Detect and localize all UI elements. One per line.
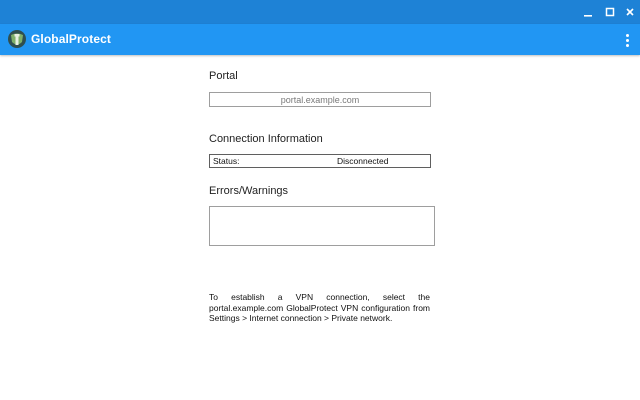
connection-info-label: Connection Information bbox=[209, 133, 323, 145]
close-button[interactable] bbox=[622, 4, 638, 20]
overflow-menu-button[interactable] bbox=[620, 30, 634, 50]
errors-warnings-box[interactable] bbox=[209, 206, 435, 246]
errors-warnings-label: Errors/Warnings bbox=[209, 185, 289, 197]
close-icon bbox=[625, 7, 635, 17]
help-text: To establish a VPN connection, select the portal.example.com GlobalProtect VPN configuration from Settings > Internet connection > Private network. bbox=[209, 292, 430, 323]
minimize-icon bbox=[583, 7, 593, 17]
more-vertical-icon-dot bbox=[626, 44, 629, 47]
app-title: GlobalProtect bbox=[31, 32, 111, 46]
window-titlebar bbox=[0, 0, 640, 24]
status-key: Status: bbox=[213, 156, 240, 166]
status-value: Disconnected bbox=[337, 156, 389, 166]
more-vertical-icon-dot bbox=[626, 39, 629, 42]
maximize-button[interactable] bbox=[602, 4, 618, 20]
more-vertical-icon-dot bbox=[626, 34, 629, 37]
portal-label: Portal bbox=[209, 70, 238, 82]
maximize-icon bbox=[605, 7, 615, 17]
portal-input[interactable] bbox=[209, 92, 431, 107]
status-box bbox=[209, 154, 431, 168]
app-bar bbox=[0, 24, 640, 55]
globalprotect-logo-icon bbox=[7, 29, 27, 49]
minimize-button[interactable] bbox=[580, 4, 596, 20]
